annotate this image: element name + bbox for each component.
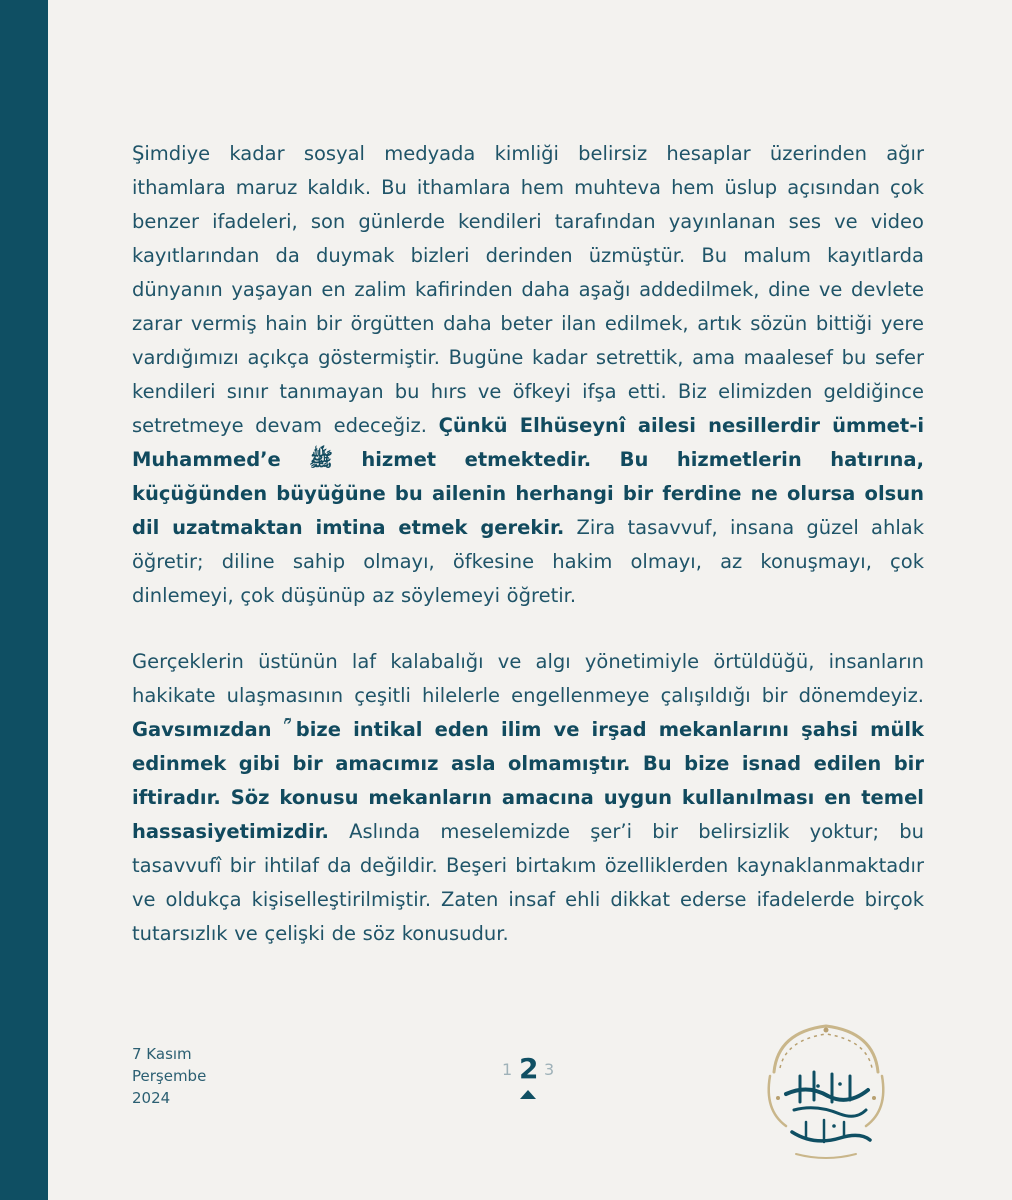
page-3-link[interactable]: 3: [544, 1060, 555, 1079]
paragraph-2: [132, 645, 924, 951]
date-weekday: Perşembe: [132, 1067, 207, 1085]
statement-body: [132, 137, 924, 951]
paragraph-2-closing: Aslında meselemizde şer’i bir belirsizlik yoktur; bu tasavvufî bir ihtilaf da değildir. Beşeri birtakım özelliklerden kaynaklanmaktadır ve oldukça kişiselleştirilmiştir. Zaten insaf ehli dikkat ederse ifadelerde birçok tutarsızlık ve çelişki de söz konusudur.: [132, 820, 924, 945]
paragraph-2-intro: Gerçeklerin üstünün laf kalabalığı ve algı yönetimiyle örtüldüğü, insanların hakikate ulaşmasının çeşitli hilelerle engellenmeye çalışıldığı bir dönemdeyiz.: [132, 650, 924, 707]
page-2-current: 2: [519, 1052, 539, 1085]
paragraph-2-emphasis: Gavsımızdan ؒ bize intikal eden ilim ve irşad mekanlarını şahsi mülk edinmek gibi bir amacımız asla olmamıştır. Bu bize isnad edilen bir iftiradır. Söz konusu mekanların amacına uygun kullanılması en temel hassasiyetimizdir.: [132, 718, 924, 843]
page-1-link[interactable]: 1: [502, 1060, 513, 1079]
current-page-caret-icon: [520, 1090, 536, 1099]
publication-date: [132, 1043, 206, 1109]
left-accent-bar: [0, 0, 48, 1200]
page-indicator: [500, 1052, 560, 1100]
seal-emblem-icon: [756, 1014, 896, 1164]
date-year: 2024: [132, 1089, 171, 1107]
paragraph-1-closing: Zira tasavvuf, insana güzel ahlak öğretir; diline sahip olmayı, öfkesine hakim olmayı, az konuşmayı, çok dinlemeyi, çok düşünüp az söylemeyi öğretir.: [132, 516, 924, 607]
date-day-month: 7 Kasım: [132, 1045, 192, 1063]
calligraphy-seal-logo: [756, 1014, 896, 1164]
paragraph-1: [132, 137, 924, 613]
paragraph-1-emphasis: Çünkü Elhüseynî ailesi nesillerdir ümmet-i Muhammed’e ﷺ hizmet etmektedir. Bu hizmetlerin hatırına, küçüğünden büyüğüne bu ailenin herhangi bir ferdine ne olursa olsun dil uzatmaktan imtina etmek gerekir.: [132, 414, 925, 539]
paragraph-1-intro: Şimdiye kadar sosyal medyada kimliği belirsiz hesaplar üzerinden ağır ithamlara maruz kaldık. Bu ithamlara hem muhteva hem üslup açısından çok benzer ifadeleri, son günlerde kendileri tarafından yayınlanan ses ve video kayıtlarından da duymak bizleri derinden üzmüştür. Bu malum kayıtlarda dünyanın yaşayan en zalim kafirinden daha aşağı addedilmek, dine ve devlete zarar vermiş hain bir örgütten daha beter ilan edilmek, artık sözün bittiği yere vardığımızı açıkça göstermiştir. Bugüne kadar setrettik, ama maalesef bu sefer kendileri sınır tanımayan bu hırs ve öfkeyi ifşa etti. Biz elimizden geldiğince setretmeye devam edeceğiz.: [132, 142, 924, 437]
